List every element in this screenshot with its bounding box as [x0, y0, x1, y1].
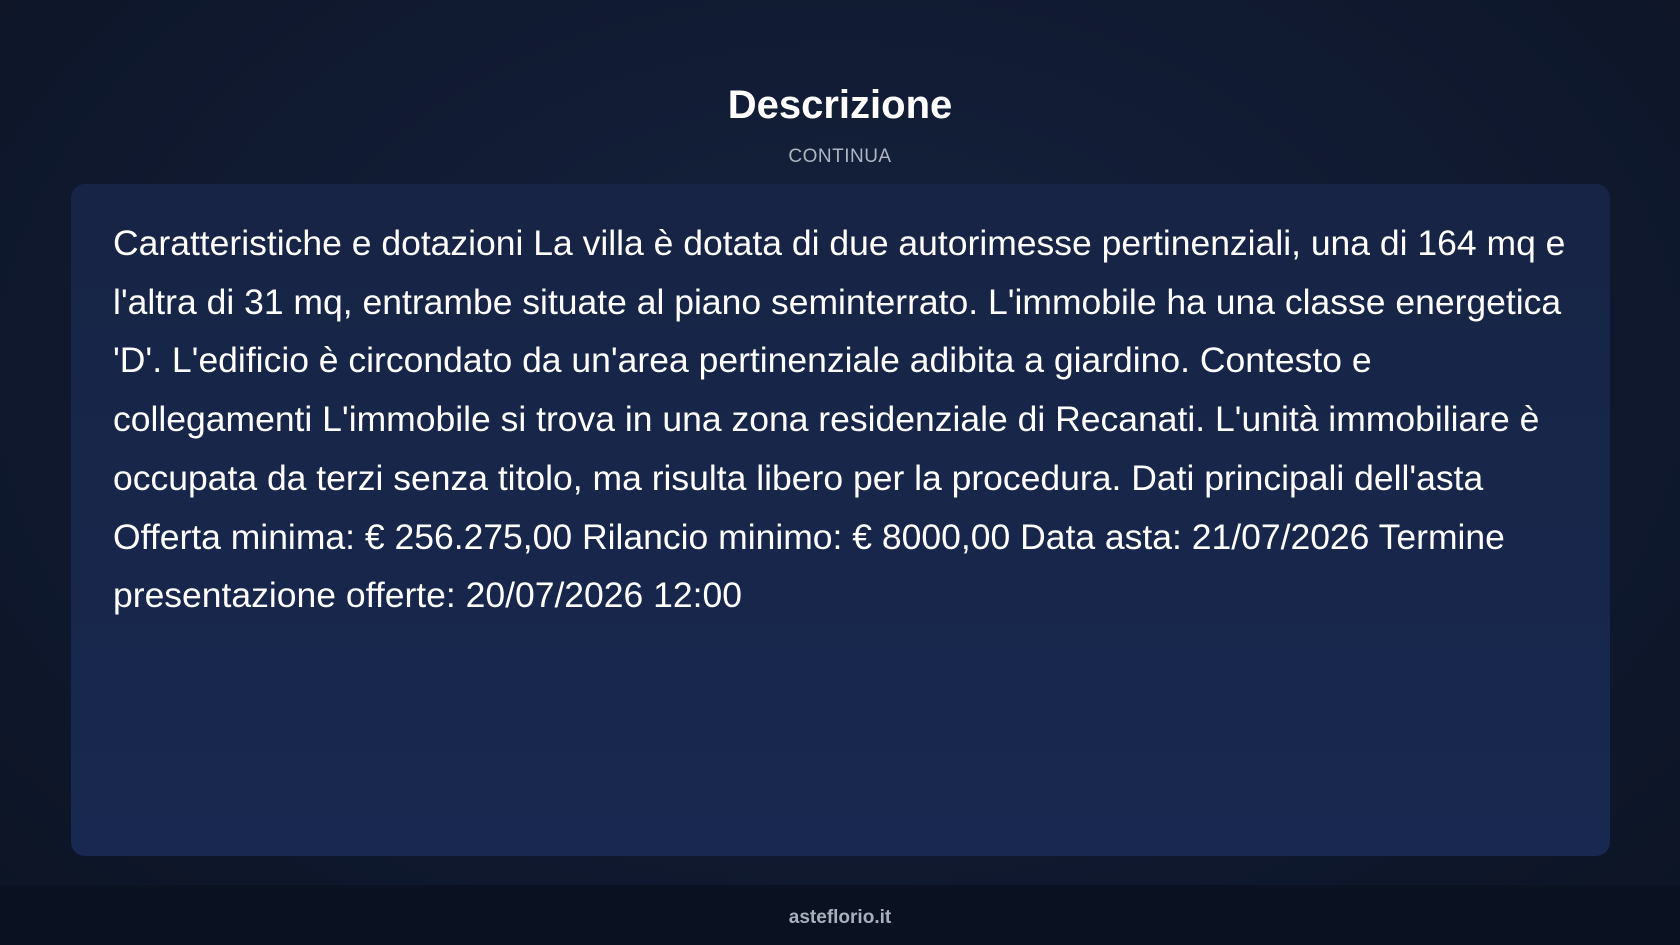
description-card	[71, 184, 1610, 856]
footer-bar	[0, 885, 1680, 945]
page-title: Descrizione	[727, 83, 953, 127]
site-name: asteflorio.it	[788, 907, 892, 928]
description-text: Caratteristiche e dotazioni La villa è dotata di due autorimesse pertinenziali, una di 164 mq e l'altra di 31 mq, entrambe situate al piano seminterrato. L'immobile ha una classe energetica 'D'. L'edificio è circondato da un'area pertinenziale adibita a giardino. Contesto e collegamenti L'immobile si trova in una zona residenziale di Recanati. L'unità immobiliare è occupata da terzi senza titolo, ma risulta libero per la procedura. Dati principali dell'asta Offerta minima: € 256.275,00 Rilancio minimo: € 8000,00 Data asta: 21/07/2026 Termine presentazione offerte: 20/07/2026 12:00	[113, 223, 1566, 616]
page-header	[0, 80, 1680, 168]
continue-label: CONTINUA	[788, 146, 892, 167]
